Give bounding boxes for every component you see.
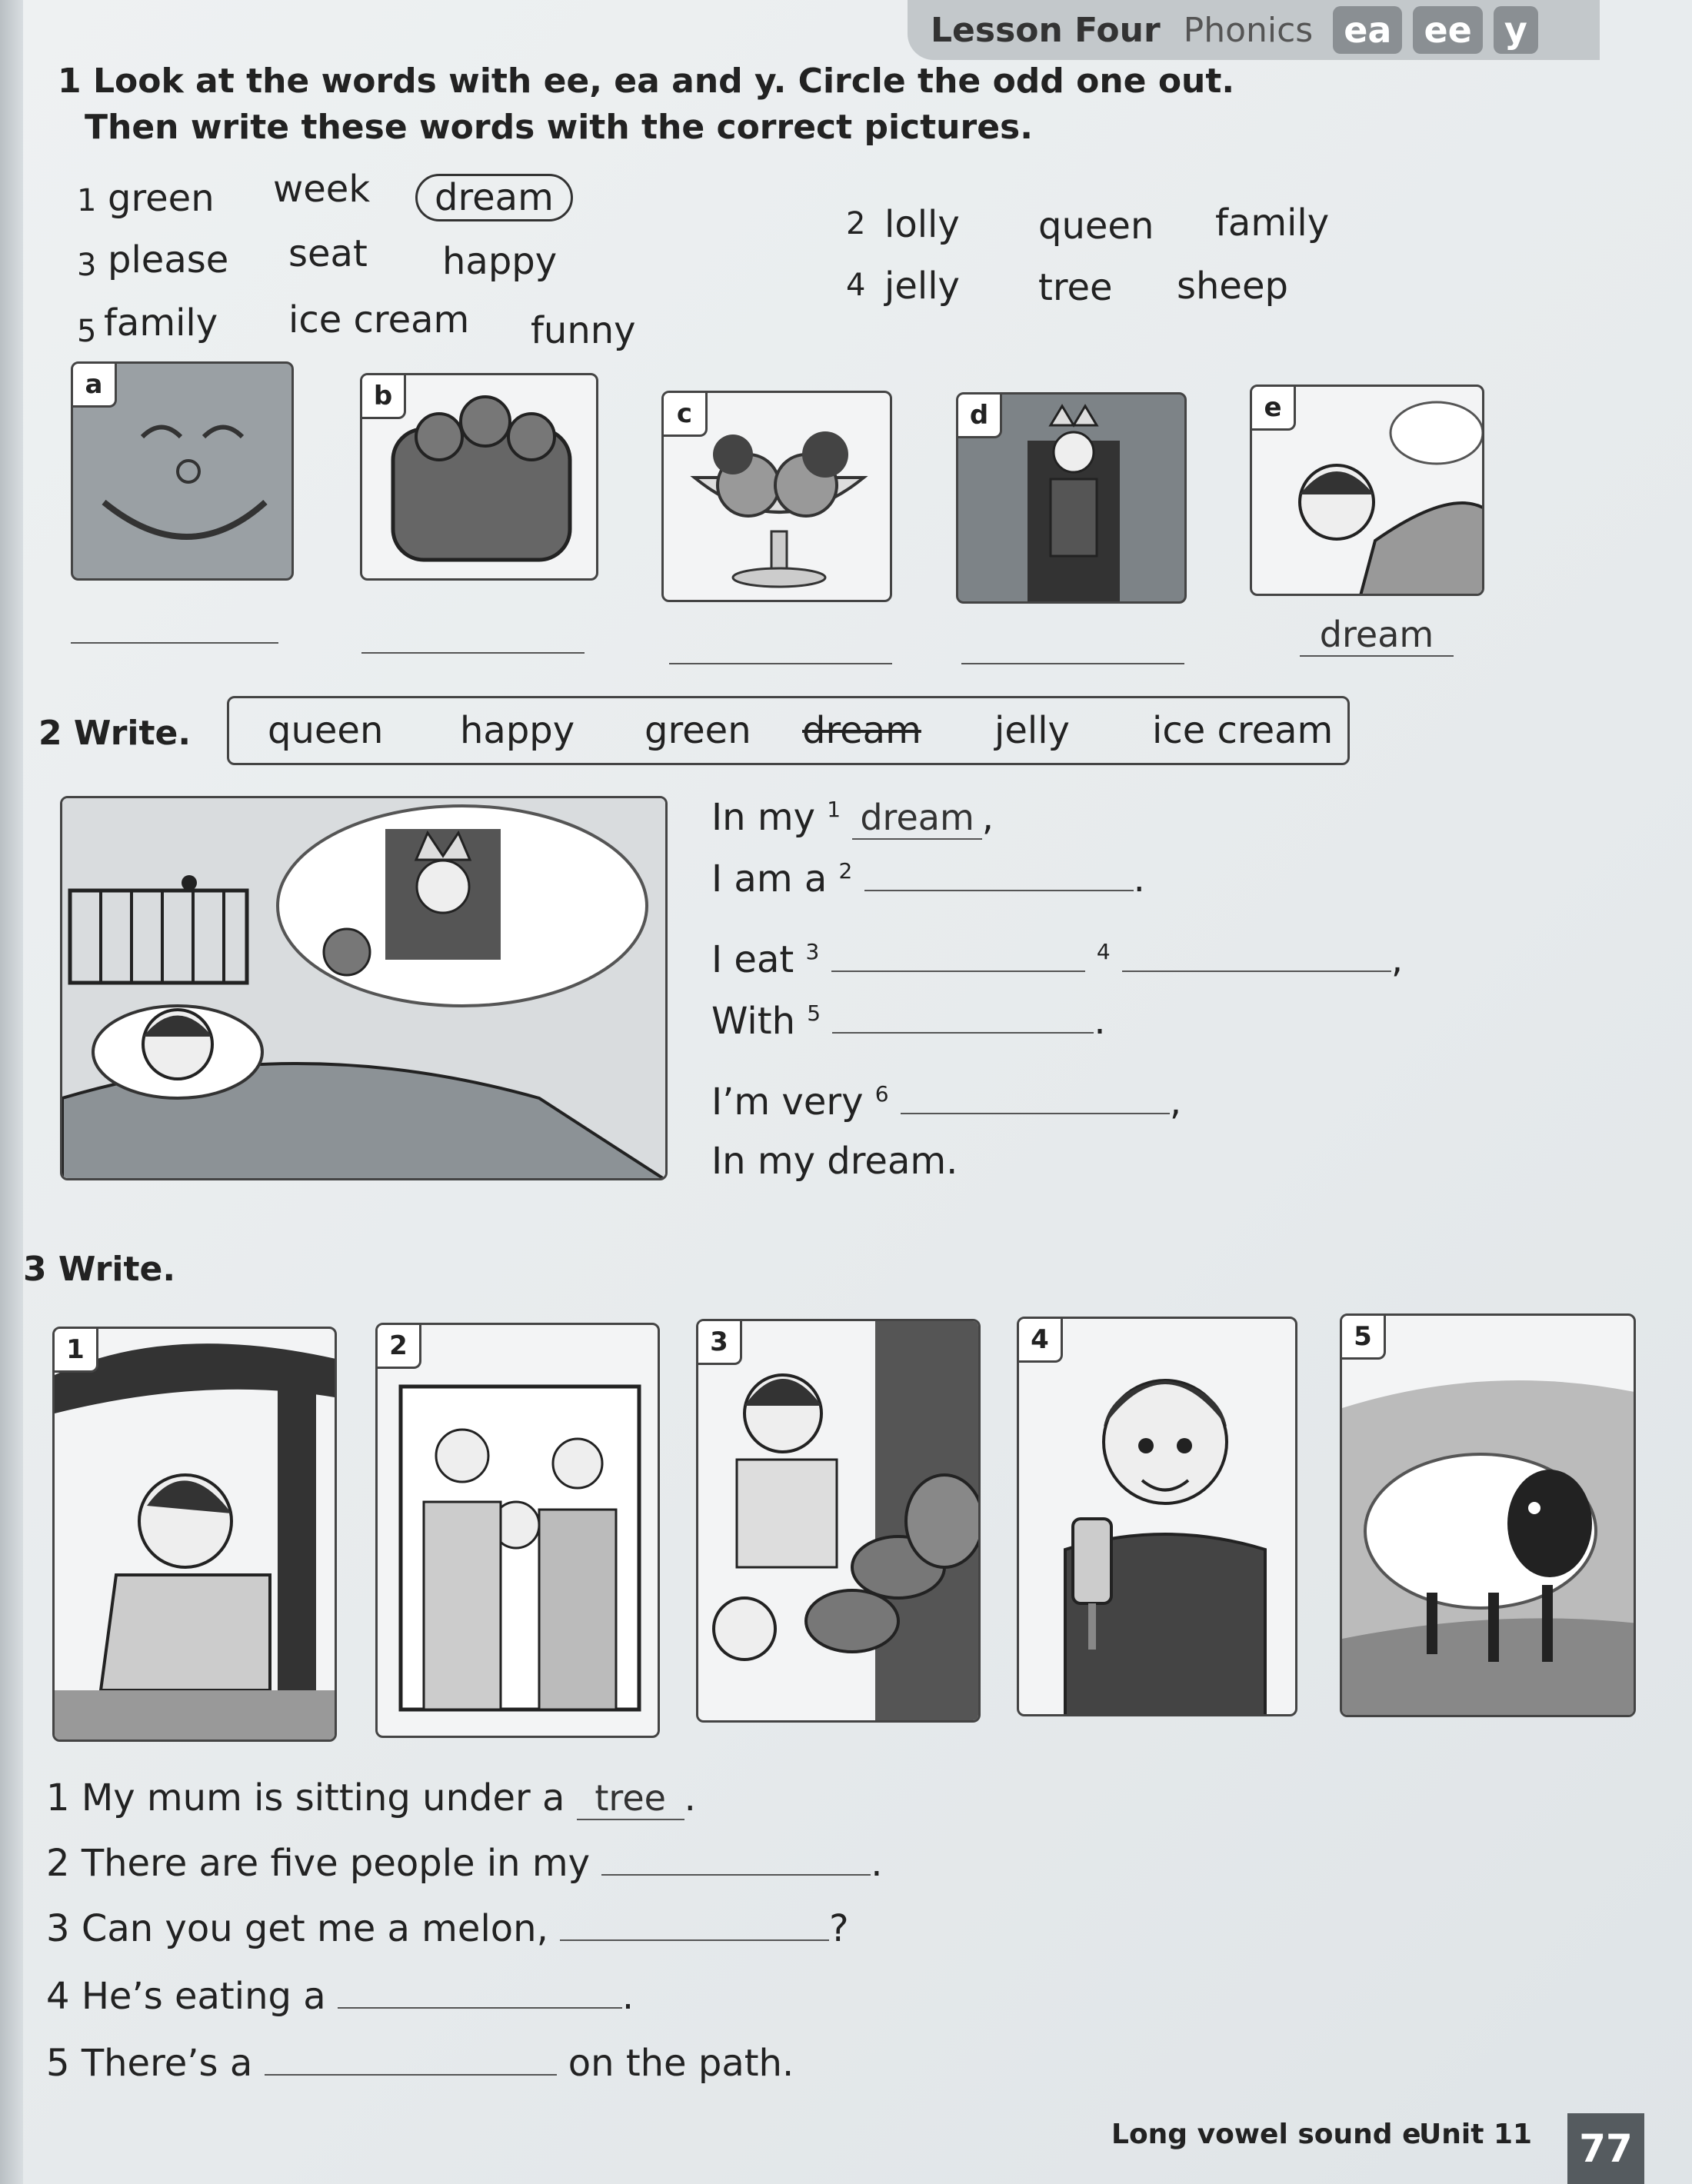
mum-under-tree-illustration (55, 1329, 337, 1742)
ex1-instruction-line2: Then write these words with the correct pictures. (85, 108, 1033, 147)
sentence-3-num: 3 (46, 1907, 70, 1950)
lesson-section: Phonics (1183, 10, 1314, 50)
footer-unit: Unit 11 (1419, 2119, 1533, 2150)
row4-word1: jelly (884, 265, 960, 308)
poem-blank-5[interactable] (832, 1032, 1094, 1034)
poem-number-5: 5 (807, 1000, 821, 1026)
poem-line-6: In my dream. (711, 1140, 958, 1183)
row1-word1: green (108, 177, 215, 220)
poem-number-2: 2 (838, 858, 853, 884)
ex3-picture-1-mum-under-tree (52, 1327, 337, 1742)
boy-eating-lolly-illustration (1019, 1319, 1297, 1716)
picture-e-label: e (1252, 387, 1296, 431)
lesson-title: Lesson Four (931, 10, 1161, 50)
row4-num: 4 (846, 268, 866, 303)
sentence-2-blank[interactable] (601, 1874, 871, 1876)
picture-b-jelly (360, 373, 598, 581)
sentence-3-text: Can you get me a melon, (81, 1907, 548, 1950)
row5-word1: family (104, 301, 218, 345)
answer-blank-d[interactable] (961, 663, 1184, 664)
page-number: 77 (1567, 2113, 1644, 2184)
sentence-3-punct: ? (829, 1907, 849, 1950)
picture-b-label: b (362, 375, 406, 419)
picture-e-sleeping-boy (1250, 385, 1484, 596)
lesson-header (908, 0, 1600, 60)
ex2-word-box (227, 696, 1350, 765)
poem-line-3-text: I eat (711, 938, 794, 981)
badge-ee: ee (1413, 6, 1482, 54)
row5-word3: funny (531, 309, 636, 352)
poem-blank-2[interactable] (864, 890, 1134, 891)
row5-num: 5 (77, 314, 97, 349)
poem-line-1-text: In my (711, 796, 815, 839)
row4-word3: sheep (1177, 265, 1288, 308)
row1-word3-circled: dream (415, 174, 573, 221)
poem-line-3 (711, 938, 1403, 981)
footer-topic: Long vowel sound e (1111, 2119, 1421, 2150)
picture-c-label: c (664, 393, 708, 437)
ex3-picture-2-label: 2 (378, 1325, 421, 1369)
ex2-label: 2 Write. (38, 714, 192, 753)
answer-blank-b[interactable] (361, 652, 585, 654)
poem-answer-1[interactable]: dream (852, 797, 981, 840)
ex3-label: 3 Write. (23, 1250, 176, 1289)
answer-blank-a[interactable] (71, 642, 278, 644)
poem-blank-3[interactable] (831, 970, 1085, 972)
melons-illustration (698, 1321, 981, 1723)
poem-line-5 (711, 1080, 1181, 1124)
ex3-picture-4-label: 4 (1019, 1319, 1063, 1363)
row2-word3: family (1215, 201, 1330, 245)
sentence-2-punct: . (871, 1842, 883, 1885)
ex2-picture-girl-dreaming (60, 796, 668, 1180)
row5-word2: ice cream (288, 298, 470, 341)
picture-d-queen (956, 392, 1187, 604)
badge-y: y (1494, 6, 1538, 54)
row2-word2: queen (1038, 205, 1154, 248)
sheep-on-path-illustration (1342, 1316, 1636, 1717)
box-word-jelly: jelly (994, 709, 1070, 752)
workbook-page (23, 0, 1692, 2184)
row4-word2: tree (1038, 266, 1113, 309)
poem-line-3-punct: , (1391, 938, 1404, 981)
poem-line-4-punct: . (1094, 1000, 1106, 1043)
poem-number-6: 6 (874, 1081, 889, 1107)
ex3-sentence-3 (46, 1907, 849, 1950)
poem-blank-6[interactable] (901, 1113, 1170, 1114)
poem-line-1-punct: , (981, 796, 994, 839)
poem-line-4 (711, 1000, 1106, 1043)
picture-a-smiley-face (71, 361, 294, 581)
box-word-ice-cream: ice cream (1152, 709, 1334, 752)
sentence-2-text: There are five people in my (81, 1842, 591, 1885)
row3-word1: please (108, 238, 229, 281)
sentence-5-text: There’s a (81, 2042, 253, 2085)
ex3-sentence-4 (46, 1975, 634, 2018)
ex3-picture-3-label: 3 (698, 1321, 742, 1365)
row3-word3: happy (442, 240, 558, 283)
ex3-picture-1-label: 1 (55, 1329, 98, 1373)
row2-word1: lolly (884, 203, 960, 246)
row2-num: 2 (846, 206, 866, 241)
sentence-4-text: He’s eating a (81, 1975, 326, 2018)
poem-number-3: 3 (805, 939, 820, 964)
box-word-queen: queen (268, 709, 384, 752)
ex3-sentence-1 (46, 1776, 696, 1820)
sentence-4-blank[interactable] (338, 2007, 622, 2009)
sentence-1-num: 1 (46, 1776, 70, 1819)
poem-line-2-punct: . (1133, 857, 1145, 901)
ex1-instruction (58, 62, 1234, 101)
picture-c-ice-cream (661, 391, 892, 602)
ex3-picture-5-sheep-on-path (1340, 1313, 1636, 1717)
poem-line-4-text: With (711, 1000, 795, 1043)
sentence-5-text-end: on the path. (568, 2042, 794, 2085)
sentence-1-text: My mum is sitting under a (81, 1776, 565, 1819)
picture-d-label: d (958, 395, 1002, 438)
sentence-4-punct: . (621, 1975, 634, 2018)
ex1-instruction-line1: Look at the words with ee, ea and y. Circle the odd one out. (92, 62, 1235, 101)
box-word-happy: happy (460, 709, 575, 752)
ex3-picture-4-boy-eating-lolly (1017, 1317, 1297, 1716)
book-spine (0, 0, 26, 2184)
poem-line-5-punct: , (1169, 1080, 1182, 1124)
picture-a-label: a (73, 364, 117, 408)
ex3-sentence-5 (46, 2042, 794, 2085)
poem-line-2 (711, 857, 1145, 901)
sentence-3-blank[interactable] (560, 1939, 829, 1941)
poem-number-4: 4 (1096, 939, 1111, 964)
poem-line-1 (711, 796, 994, 839)
family-illustration (378, 1325, 660, 1738)
answer-blank-e[interactable]: dream (1300, 614, 1454, 657)
sentence-5-blank[interactable] (265, 2074, 557, 2076)
box-word-green: green (644, 709, 751, 752)
poem-blank-4[interactable] (1122, 970, 1391, 972)
ex3-picture-2-family (375, 1323, 660, 1738)
ex3-sentence-2 (46, 1842, 883, 1885)
box-word-dream-crossed: dream (802, 709, 921, 752)
row1-word2: week (273, 168, 371, 211)
dreaming-girl-illustration (62, 798, 668, 1180)
ex3-picture-3-melons (696, 1319, 981, 1723)
sentence-1-answer[interactable]: tree (577, 1777, 684, 1820)
poem-number-1: 1 (827, 797, 841, 822)
badge-ea: ea (1333, 6, 1402, 54)
poem-line-5-text: I’m very (711, 1080, 864, 1124)
ex3-picture-5-label: 5 (1342, 1316, 1386, 1360)
poem-line-2-text: I am a (711, 857, 828, 901)
row3-num: 3 (77, 248, 97, 283)
sentence-1-punct: . (684, 1776, 696, 1819)
sentence-5-num: 5 (46, 2042, 70, 2085)
sentence-2-num: 2 (46, 1842, 70, 1885)
ex1-number: 1 (58, 62, 82, 101)
row1-num: 1 (77, 183, 97, 218)
answer-blank-c[interactable] (669, 663, 892, 664)
sentence-4-num: 4 (46, 1975, 70, 2018)
row3-word2: seat (288, 232, 368, 275)
